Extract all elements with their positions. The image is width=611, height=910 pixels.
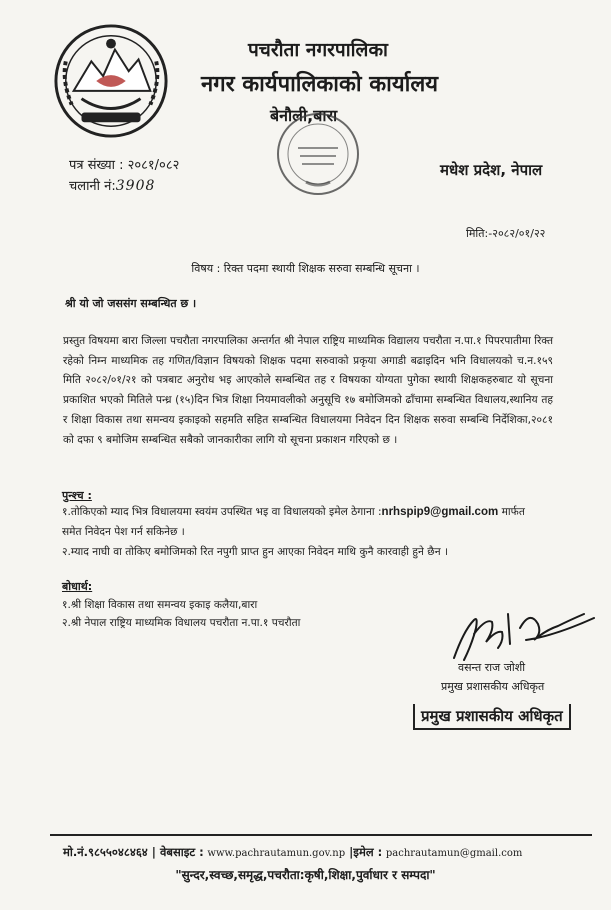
letter-subject: विषय : रिक्त पदमा स्थायी शिक्षक सरुवा सम्बन्धि सूचना ।	[191, 262, 420, 275]
letter-reference-number: पत्र संख्या : २०८१/०८२	[69, 158, 180, 173]
government-emblem-logo	[52, 22, 170, 140]
province-name: मधेश प्रदेश, नेपाल	[440, 161, 543, 179]
postscript-heading: पुन्श्च :	[62, 489, 92, 502]
footer-email: pachrautamun@gmail.com	[385, 848, 523, 859]
dispatch-number-handwritten: 3908	[115, 178, 156, 194]
letter-body: प्रस्तुत विषयमा बारा जिल्ला पचरौता नगरपालिका अन्तर्गत श्री नेपाल राष्ट्रिय माध्यमिक विद्यालय पचरौता न.पा.१ पिपरपातीमा रिक्त रहेको निम्न माध्यमिक तह गणित/विज्ञान विषयको शिक्षक पदमा सरुवाको प्रकृया अगाडी बढाइदिन भनि विधालयको च.न.१५९ मिति २०८२/०१/२१ को पत्रबाट अनुरोध भइ आएकोले सम्बन्धित तह र विषयका योग्यता पुगेका स्थायी शिक्षकहरुबाट यो सूचना प्रकाशित भएको मितिले पन्ध्र (१५)दिन भित्र शिक्षा नियमावलीको अनुसूचि १७ बमोजिमको ढाँचामा सम्बन्धित विधालय,स्थानिय तह र शिक्षा विकास तथा समन्वय इकाइको सहमति सहित सम्बन्धित विधालयमा निवेदन दिन शिक्षक सरुवा सम्बन्धि निर्देशिका,२०८१ को दफा ९ बमोजिम सम्बन्धित सबैको जानकारीका लागि यो सूचना प्रकाशन गरिएको छ ।	[63, 335, 553, 446]
footer-motto: "सुन्दर,स्वच्छ,समृद्ध,पचरौता:कृषी,शिक्षा,पुर्वाधार र सम्पदा"	[175, 868, 436, 882]
letter-addressee: श्री यो जो जससंग सम्बन्धित छ ।	[65, 297, 197, 310]
postscript-item-1-suffix: मार्फत	[498, 506, 525, 518]
office-name: नगर कार्यपालिकाको कार्यालय	[201, 72, 438, 97]
dispatch-number	[69, 176, 155, 194]
school-email: nrhspip9@gmail.com	[381, 506, 499, 518]
cc-item-1: १.श्री शिक्षा विकास तथा समन्वय इकाइ कलैया,बारा	[62, 599, 258, 611]
footer-contacts	[63, 845, 522, 860]
postscript-item-1-continued: समेत निवेदन पेश गर्न सकिनेछ ।	[62, 526, 185, 538]
postscript-item-1-text: १.तोकिएको म्याद भित्र विधालयमा स्वयंम उपस्थित भइ वा विधालयको इमेल ठेगाना :	[62, 506, 382, 518]
office-seal-stamp	[272, 108, 364, 200]
letter-date: मिति:-२०८२/०१/२२	[466, 227, 546, 240]
signatory-name: वसन्त राज जोशी	[458, 661, 526, 674]
footer-email-label: |इमेल :	[345, 845, 383, 859]
cc-heading: बोधार्थ:	[62, 580, 93, 593]
postscript-item-2: २.म्याद नाघी वा तोकिए बमोजिमको रित नपुगी प्राप्त हुन आएका निवेदन माथि कुनै कारवाही हुने छैन ।	[62, 546, 448, 558]
postscript-item-1	[62, 505, 562, 519]
footer-phone: मो.नं.९८५५०४८४६४ | वेबसाइट :	[63, 845, 204, 859]
signatory-title: प्रमुख प्रशासकीय अधिकृत	[441, 680, 545, 693]
office-location: बेनौली,बारा	[270, 106, 338, 125]
designation-stamp: प्रमुख प्रशासकीय अधिकृत	[413, 704, 571, 730]
footer-divider	[50, 834, 592, 836]
footer-website: www.pachrautamun.gov.np	[207, 848, 346, 859]
dispatch-label: चलानी नं:	[69, 179, 116, 194]
municipality-name: पचरौता नगरपालिका	[248, 39, 388, 61]
cc-item-2: २.श्री नेपाल राष्ट्रिय माध्यमिक विधालय पचरौता न.पा.१ पचरौता	[62, 617, 301, 629]
